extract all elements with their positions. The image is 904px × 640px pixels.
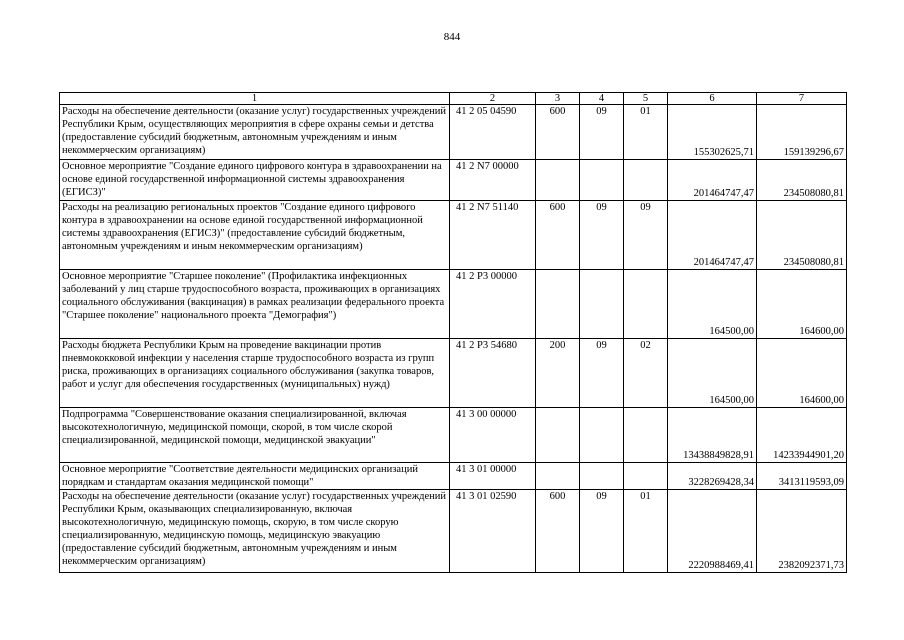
row-amount-year2-cell: 3413119593,09 xyxy=(757,463,847,490)
table-row xyxy=(60,490,847,573)
row-amount-year2-cell: 164600,00 xyxy=(757,339,847,408)
row-amount-year1-cell: 164500,00 xyxy=(668,339,757,408)
row-subsection-cell: 01 xyxy=(624,105,668,160)
row-code-cell: 41 3 00 00000 xyxy=(450,408,536,463)
row-name-cell: Расходы на обеспечение деятельности (оказание услуг) государственных учреждений Республики Крым, оказывающих специализированную, включая высокотехнологичную, медицинскую помощь, скорую, в том числе скорую специализированную, медицинскую помощь, медицинскую эвакуацию (предоставление субсидий бюджетным, автономным учреждениям и иным некоммерческим организациям) xyxy=(60,490,450,573)
row-code-cell: 41 2 N7 51140 xyxy=(450,201,536,270)
column-header: 1 xyxy=(60,93,450,105)
table-row xyxy=(60,408,847,463)
row-section-cell: 09 xyxy=(580,490,624,573)
column-header: 2 xyxy=(450,93,536,105)
row-subsection-cell xyxy=(624,270,668,339)
row-amount-year1-cell: 3228269428,34 xyxy=(668,463,757,490)
row-expense-type-cell xyxy=(536,463,580,490)
row-expense-type-cell: 600 xyxy=(536,201,580,270)
row-amount-year1-cell: 201464747,47 xyxy=(668,160,757,201)
row-name-cell: Основное мероприятие "Старшее поколение" (Профилактика инфекционных заболеваний у лиц старше трудоспособного возраста, проживающих в организациях социального обслуживания (вакцинация) в рамках реализации федерального проекта "Старшее поколение" национального проекта "Демография") xyxy=(60,270,450,339)
row-amount-year1-cell: 201464747,47 xyxy=(668,201,757,270)
row-expense-type-cell: 200 xyxy=(536,339,580,408)
row-code-cell: 41 2 N7 00000 xyxy=(450,160,536,201)
row-subsection-cell: 02 xyxy=(624,339,668,408)
row-amount-year1-cell: 2220988469,41 xyxy=(668,490,757,573)
row-code-cell: 41 2 P3 54680 xyxy=(450,339,536,408)
row-amount-year2-cell: 2382092371,73 xyxy=(757,490,847,573)
table-row xyxy=(60,463,847,490)
row-subsection-cell: 09 xyxy=(624,201,668,270)
page-number: 844 xyxy=(443,31,461,43)
row-section-cell xyxy=(580,463,624,490)
row-subsection-cell xyxy=(624,408,668,463)
row-subsection-cell xyxy=(624,463,668,490)
row-expense-type-cell xyxy=(536,408,580,463)
table-row xyxy=(60,270,847,339)
column-header: 4 xyxy=(580,93,624,105)
row-name-cell: Расходы на обеспечение деятельности (оказание услуг) государственных учреждений Республики Крым, осуществляющих мероприятия в сфере охраны семьи и детства (предоставление субсидий бюджетным, автономным учреждениям и иным некоммерческим организациям) xyxy=(60,105,450,160)
row-name-cell: Подпрограмма "Совершенствование оказания специализированной, включая высокотехнологичную, медицинской помощи, скорой, в том числе скорой специализированной, медицинской помощи, медицинской эвакуации" xyxy=(60,408,450,463)
row-amount-year2-cell: 159139296,67 xyxy=(757,105,847,160)
row-expense-type-cell: 600 xyxy=(536,490,580,573)
row-amount-year1-cell: 13438849828,91 xyxy=(668,408,757,463)
row-code-cell: 41 3 01 02590 xyxy=(450,490,536,573)
row-code-cell: 41 2 05 04590 xyxy=(450,105,536,160)
budget-table xyxy=(59,92,847,573)
row-code-cell: 41 3 01 00000 xyxy=(450,463,536,490)
row-section-cell: 09 xyxy=(580,105,624,160)
row-amount-year2-cell: 14233944901,20 xyxy=(757,408,847,463)
row-amount-year2-cell: 164600,00 xyxy=(757,270,847,339)
row-amount-year1-cell: 155302625,71 xyxy=(668,105,757,160)
row-expense-type-cell: 600 xyxy=(536,105,580,160)
column-header: 3 xyxy=(536,93,580,105)
row-section-cell xyxy=(580,270,624,339)
row-subsection-cell: 01 xyxy=(624,490,668,573)
row-name-cell: Расходы на реализацию региональных проектов "Создание единого цифрового контура в здравоохранении на основе единой государственной информационной системы здравоохранения (ЕГИСЗ)" (предоставление субсидий бюджетным, автономным учреждениям и иным некоммерческим организациям) xyxy=(60,201,450,270)
table-row xyxy=(60,201,847,270)
column-header: 7 xyxy=(757,93,847,105)
row-code-cell: 41 2 P3 00000 xyxy=(450,270,536,339)
row-amount-year2-cell: 234508080,81 xyxy=(757,201,847,270)
row-name-cell: Основное мероприятие "Создание единого цифрового контура в здравоохранении на основе единой государственной информационной системы здравоохранения (ЕГИСЗ)" xyxy=(60,160,450,201)
row-name-cell: Расходы бюджета Республики Крым на проведение вакцинации против пневмококковой инфекции у населения старше трудоспособного возраста из групп риска, проживающих в организациях социального обслуживания (закупка товаров, работ и услуг для обеспечения государственных (муниципальных) нужд) xyxy=(60,339,450,408)
row-name-cell: Основное мероприятие "Соответствие деятельности медицинских организаций порядкам и стандартам оказания медицинской помощи" xyxy=(60,463,450,490)
column-number-row xyxy=(60,93,847,105)
table-row xyxy=(60,339,847,408)
row-subsection-cell xyxy=(624,160,668,201)
column-header: 6 xyxy=(668,93,757,105)
row-section-cell xyxy=(580,408,624,463)
row-amount-year2-cell: 234508080,81 xyxy=(757,160,847,201)
row-section-cell xyxy=(580,160,624,201)
row-expense-type-cell xyxy=(536,270,580,339)
row-section-cell: 09 xyxy=(580,339,624,408)
row-section-cell: 09 xyxy=(580,201,624,270)
row-expense-type-cell xyxy=(536,160,580,201)
column-header: 5 xyxy=(624,93,668,105)
row-amount-year1-cell: 164500,00 xyxy=(668,270,757,339)
table-row xyxy=(60,105,847,160)
table-row xyxy=(60,160,847,201)
